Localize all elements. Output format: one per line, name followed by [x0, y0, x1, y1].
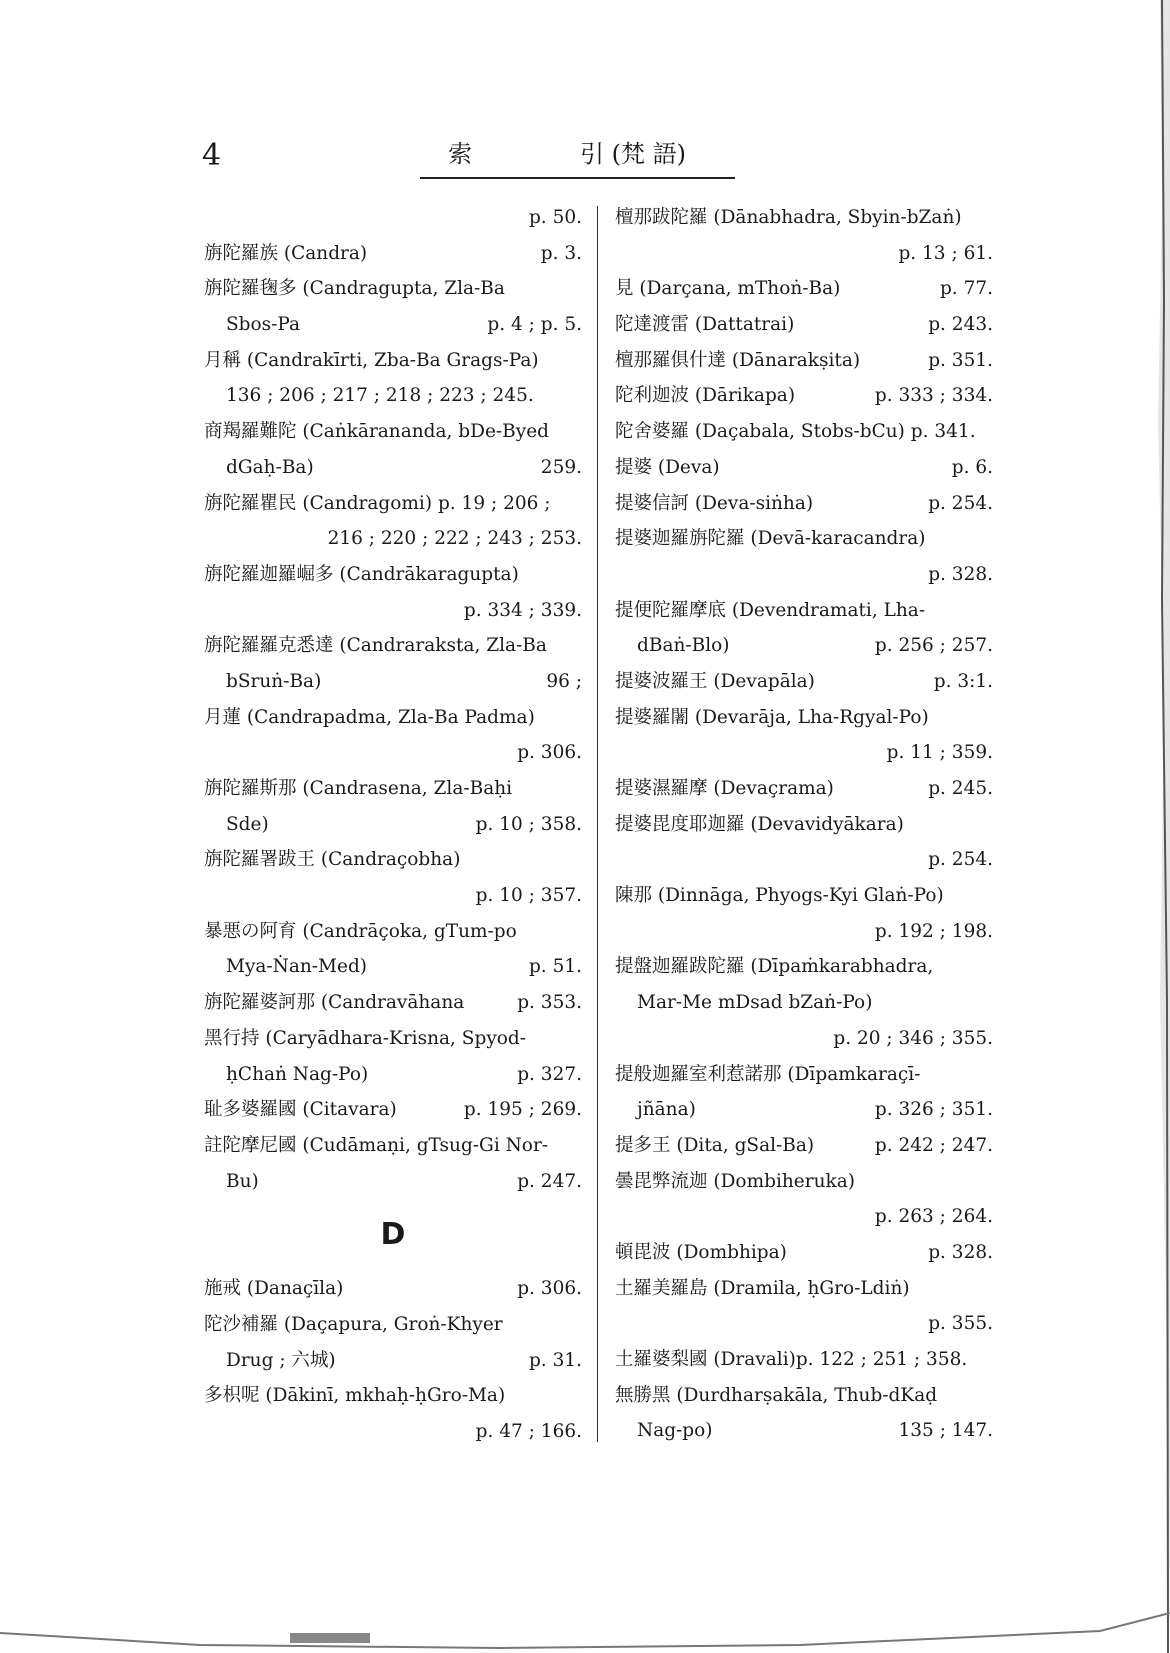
- entry-text: Mya-Ṅan-Med): [226, 956, 368, 978]
- entry-text: 陀舍婆羅 (Daçabala, Stobs-bCu) p. 341.: [615, 421, 976, 443]
- index-line: [204, 271, 582, 307]
- entry-text: 提般迦羅室利惹諾那 (Dīpamkaraçī-: [615, 1063, 921, 1085]
- index-line: [204, 1378, 582, 1414]
- entry-text: 提多王 (Dita, gSal-Ba): [615, 1134, 815, 1156]
- index-line: [615, 1057, 993, 1093]
- entry-text: 暴悪の阿育 (Candrāçoka, gTum-po: [204, 920, 517, 942]
- entry-text: 多枳呢 (Dākinī, mkhaḥ-ḥGro-Ma): [204, 1385, 506, 1407]
- entry-page-ref: p. 6.: [951, 456, 993, 478]
- index-line: [615, 664, 993, 700]
- entry-text: 提婆毘度耶迦羅 (Devavidyākara): [615, 813, 904, 835]
- entry-text: 土羅婆梨國 (Dravali)p. 122 ; 251 ; 358.: [615, 1349, 968, 1370]
- entry-text: 陀達渡雷 (Dattatrai): [615, 314, 795, 336]
- scan-bottom-edge: [0, 1593, 1170, 1653]
- index-line: [204, 1307, 582, 1343]
- index-line: [204, 236, 582, 272]
- entry-text: Drug ; 六城): [226, 1349, 336, 1371]
- entry-text: 註陀摩尼國 (Cudāmaṇi, gTsug-Gi Nor-: [204, 1134, 549, 1156]
- index-line: [615, 1164, 993, 1200]
- scan-edge-shadow: [1148, 0, 1170, 1653]
- index-line: [615, 450, 993, 486]
- entry-text: 提婆波羅王 (Devapāla): [615, 670, 815, 692]
- index-line: [204, 1021, 582, 1057]
- entry-page-ref: 259.: [540, 456, 582, 478]
- entry-page-ref: p. 245.: [928, 778, 993, 799]
- entry-text: 頓毘波 (Dombhipa): [615, 1241, 787, 1263]
- entry-text: ḥChaṅ Nag-Po): [226, 1063, 369, 1085]
- index-line: [615, 1235, 993, 1271]
- index-line: [615, 1342, 993, 1378]
- index-line: [615, 414, 993, 450]
- entry-page-ref: p. 355.: [928, 1313, 993, 1335]
- entry-page-ref: p. 254.: [928, 849, 993, 871]
- entry-text: 提盤迦羅跋陀羅 (Dīpaṁkarabhadra,: [615, 956, 934, 978]
- index-line: [204, 1164, 582, 1200]
- index-line: [204, 914, 582, 950]
- index-line: [615, 271, 993, 307]
- entry-text: 耻多婆羅國 (Citavara): [204, 1099, 397, 1121]
- entry-text: 旃陀羅斯那 (Candrasena, Zla-Baḥi: [204, 778, 513, 799]
- entry-page-ref: p. 256 ; 257.: [874, 635, 993, 657]
- index-line: [204, 807, 582, 843]
- entry-page-ref: p. 10 ; 357.: [475, 885, 582, 907]
- index-line: [204, 842, 582, 878]
- entry-text: dBaṅ-Blo): [637, 635, 730, 657]
- entry-text: 提婆羅闍 (Devarāja, Lha-Rgyal-Po): [615, 706, 929, 728]
- index-line: [615, 307, 993, 343]
- page-number: 4: [202, 138, 222, 173]
- entry-text: Nag-po): [637, 1420, 713, 1442]
- entry-page-ref: p. 51.: [528, 956, 582, 978]
- entry-text: 旃陀羅羅克悉達 (Candraraksta, Zla-Ba: [204, 635, 547, 657]
- entry-text: 提婆迦羅旃陀羅 (Devā-karacandra): [615, 528, 926, 550]
- index-line: [204, 1092, 582, 1128]
- entry-page-ref: p. 243.: [928, 314, 993, 336]
- entry-text: 陳那 (Dinnāga, Phyogs-Kyi Glaṅ-Po): [615, 885, 944, 907]
- entry-text: 陀沙補羅 (Daçapura, Groṅ-Khyer: [204, 1313, 503, 1335]
- entry-page-ref: p. 47 ; 166.: [475, 1421, 582, 1442]
- index-line: [615, 1128, 993, 1164]
- entry-text: bSruṅ-Ba): [226, 670, 322, 692]
- index-line: [204, 1128, 582, 1164]
- entry-page-ref: p. 20 ; 346 ; 355.: [833, 1027, 993, 1049]
- entry-text: jñāna): [637, 1099, 696, 1121]
- entry-text: 商羯羅難陀 (Caṅkārananda, bDe-Byed: [204, 421, 550, 443]
- entry-page-ref: p. 3:1.: [933, 670, 993, 692]
- index-line: [204, 700, 582, 736]
- entry-text: 陀利迦波 (Dārikapa): [615, 385, 796, 407]
- entry-text: 提婆信訶 (Deva-siṅha): [615, 492, 814, 514]
- entry-text: 旃陀羅婆訶那 (Candravāhana: [204, 992, 465, 1014]
- index-line: [615, 378, 993, 414]
- entry-text: 提婆 (Deva): [615, 456, 720, 478]
- index-line: [615, 521, 993, 557]
- index-line: [615, 593, 993, 629]
- entry-text: 旃陀羅瞿民 (Candragomi) p. 19 ; 206 ;: [204, 492, 551, 514]
- index-line: [615, 1271, 993, 1307]
- index-line: [615, 343, 993, 379]
- entry-page-ref: p. 195 ; 269.: [463, 1099, 582, 1121]
- index-line: [204, 1414, 582, 1450]
- index-line: [204, 985, 582, 1021]
- entry-page-ref: p. 4 ; p. 5.: [487, 314, 582, 336]
- entry-page-ref: p. 254.: [928, 492, 993, 514]
- entry-page-ref: p. 306.: [517, 1278, 582, 1300]
- entry-text: 月稱 (Candrakīrti, Zba-Ba Grags-Pa): [204, 349, 539, 371]
- index-line: [204, 593, 582, 629]
- entry-text: dGaḥ-Ba): [226, 456, 314, 478]
- index-line: [615, 1092, 993, 1128]
- index-line: [615, 914, 993, 950]
- index-line: [204, 200, 582, 236]
- index-line: [615, 1413, 993, 1449]
- index-line: [615, 700, 993, 736]
- index-line: [204, 486, 582, 522]
- entry-page-ref: p. 263 ; 264.: [874, 1206, 993, 1228]
- index-line: [204, 949, 582, 985]
- entry-text: 提婆濕羅摩 (Devaçrama): [615, 778, 834, 799]
- running-title-part1: 索: [448, 140, 472, 168]
- index-line: [615, 486, 993, 522]
- index-line: [615, 236, 993, 272]
- entry-page-ref: p. 31.: [528, 1349, 582, 1371]
- index-line: [615, 771, 993, 807]
- index-line: [615, 200, 993, 236]
- entry-page-ref: p. 242 ; 247.: [874, 1134, 993, 1156]
- entry-page-ref: p. 306.: [517, 742, 582, 764]
- entry-page-ref: 135 ; 147.: [898, 1420, 993, 1442]
- entry-page-ref: p. 328.: [928, 1241, 993, 1263]
- entry-text: 見 (Darçana, mThoṅ-Ba): [615, 278, 841, 300]
- index-line: [615, 985, 993, 1021]
- entry-text: 旃陀羅毱多 (Candragupta, Zla-Ba: [204, 278, 505, 300]
- entry-page-ref: p. 328.: [928, 563, 993, 585]
- index-line: [615, 1306, 993, 1342]
- index-line: [204, 1057, 582, 1093]
- entry-text: 旃陀羅族 (Candra): [204, 242, 368, 264]
- entry-text: 216 ; 220 ; 222 ; 243 ; 253.: [327, 528, 582, 550]
- index-line: [204, 1271, 582, 1307]
- index-line: [615, 1021, 993, 1057]
- entry-page-ref: p. 353.: [517, 992, 582, 1014]
- entry-text: 136 ; 206 ; 217 ; 218 ; 223 ; 245.: [226, 385, 534, 407]
- entry-page-ref: p. 326 ; 351.: [874, 1099, 993, 1121]
- entry-page-ref: p. 50.: [528, 207, 582, 228]
- entry-page-ref: p. 334 ; 339.: [463, 599, 582, 621]
- index-line: [204, 1343, 582, 1379]
- index-line: [204, 378, 582, 414]
- column-divider: [597, 206, 598, 1442]
- entry-text: 無勝黑 (Durdharṣakāla, Thub-dKaḍ: [615, 1384, 938, 1406]
- index-line: [204, 521, 582, 557]
- index-line: [615, 735, 993, 771]
- entry-text: 施戒 (Danaçīla): [204, 1278, 344, 1300]
- entry-page-ref: p. 3.: [540, 242, 582, 264]
- index-line: [204, 343, 582, 379]
- entry-text: 曇毘弊流迦 (Dombiheruka): [615, 1170, 855, 1192]
- index-line: [615, 1199, 993, 1235]
- entry-text: Mar-Me mDsad bZaṅ-Po): [637, 992, 873, 1014]
- entry-text: Bu): [226, 1170, 259, 1192]
- entry-page-ref: 96 ;: [546, 670, 582, 692]
- entry-text: Sbos-Pa: [226, 314, 301, 336]
- index-line: [204, 771, 582, 807]
- running-title: [420, 134, 735, 179]
- index-line: [204, 414, 582, 450]
- index-line: [204, 878, 582, 914]
- running-title-part2: 引 (梵 語): [580, 140, 686, 168]
- index-line: [615, 557, 993, 593]
- entry-text: 檀那羅俱什達 (Dānarakṣita): [615, 349, 861, 371]
- index-line: [204, 557, 582, 593]
- index-line: [615, 807, 993, 843]
- index-line: [615, 1378, 993, 1414]
- index-line: [204, 735, 582, 771]
- index-line: [204, 664, 582, 700]
- entry-text: 土羅美羅島 (Dramila, ḥGro-Ldiṅ): [615, 1277, 910, 1299]
- entry-page-ref: p. 333 ; 334.: [874, 385, 993, 407]
- entry-page-ref: p. 13 ; 61.: [898, 242, 993, 264]
- entry-page-ref: p. 327.: [517, 1063, 582, 1085]
- entry-page-ref: p. 192 ; 198.: [874, 920, 993, 942]
- index-line: [615, 628, 993, 664]
- section-letter: D: [380, 1217, 406, 1253]
- entry-text: 黑行持 (Caryādhara-Krisna, Spyod-: [204, 1027, 526, 1049]
- entry-text: 提便陀羅摩底 (Devendramati, Lha-: [615, 599, 926, 621]
- right-column: [615, 200, 993, 1449]
- entry-page-ref: p. 247.: [517, 1170, 582, 1192]
- entry-page-ref: p. 77.: [939, 278, 993, 300]
- entry-page-ref: p. 351.: [928, 349, 993, 371]
- entry-page-ref: p. 10 ; 358.: [475, 813, 582, 835]
- index-line: [615, 842, 993, 878]
- index-line: [615, 878, 993, 914]
- entry-text: 月蓮 (Candrapadma, Zla-Ba Padma): [204, 706, 535, 728]
- entry-text: 旃陀羅迦羅崛多 (Candrākaragupta): [204, 563, 519, 585]
- entry-text: 旃陀羅署跋王 (Candraçobha): [204, 849, 461, 871]
- entry-page-ref: p. 11 ; 359.: [886, 742, 993, 764]
- entry-text: Sde): [226, 813, 269, 835]
- index-line: [615, 949, 993, 985]
- index-line: [204, 628, 582, 664]
- index-line: [204, 450, 582, 486]
- entry-text: 檀那跋陀羅 (Dānabhadra, Sbyin-bZaṅ): [615, 207, 962, 228]
- left-column: [204, 200, 582, 1450]
- index-line: [204, 307, 582, 343]
